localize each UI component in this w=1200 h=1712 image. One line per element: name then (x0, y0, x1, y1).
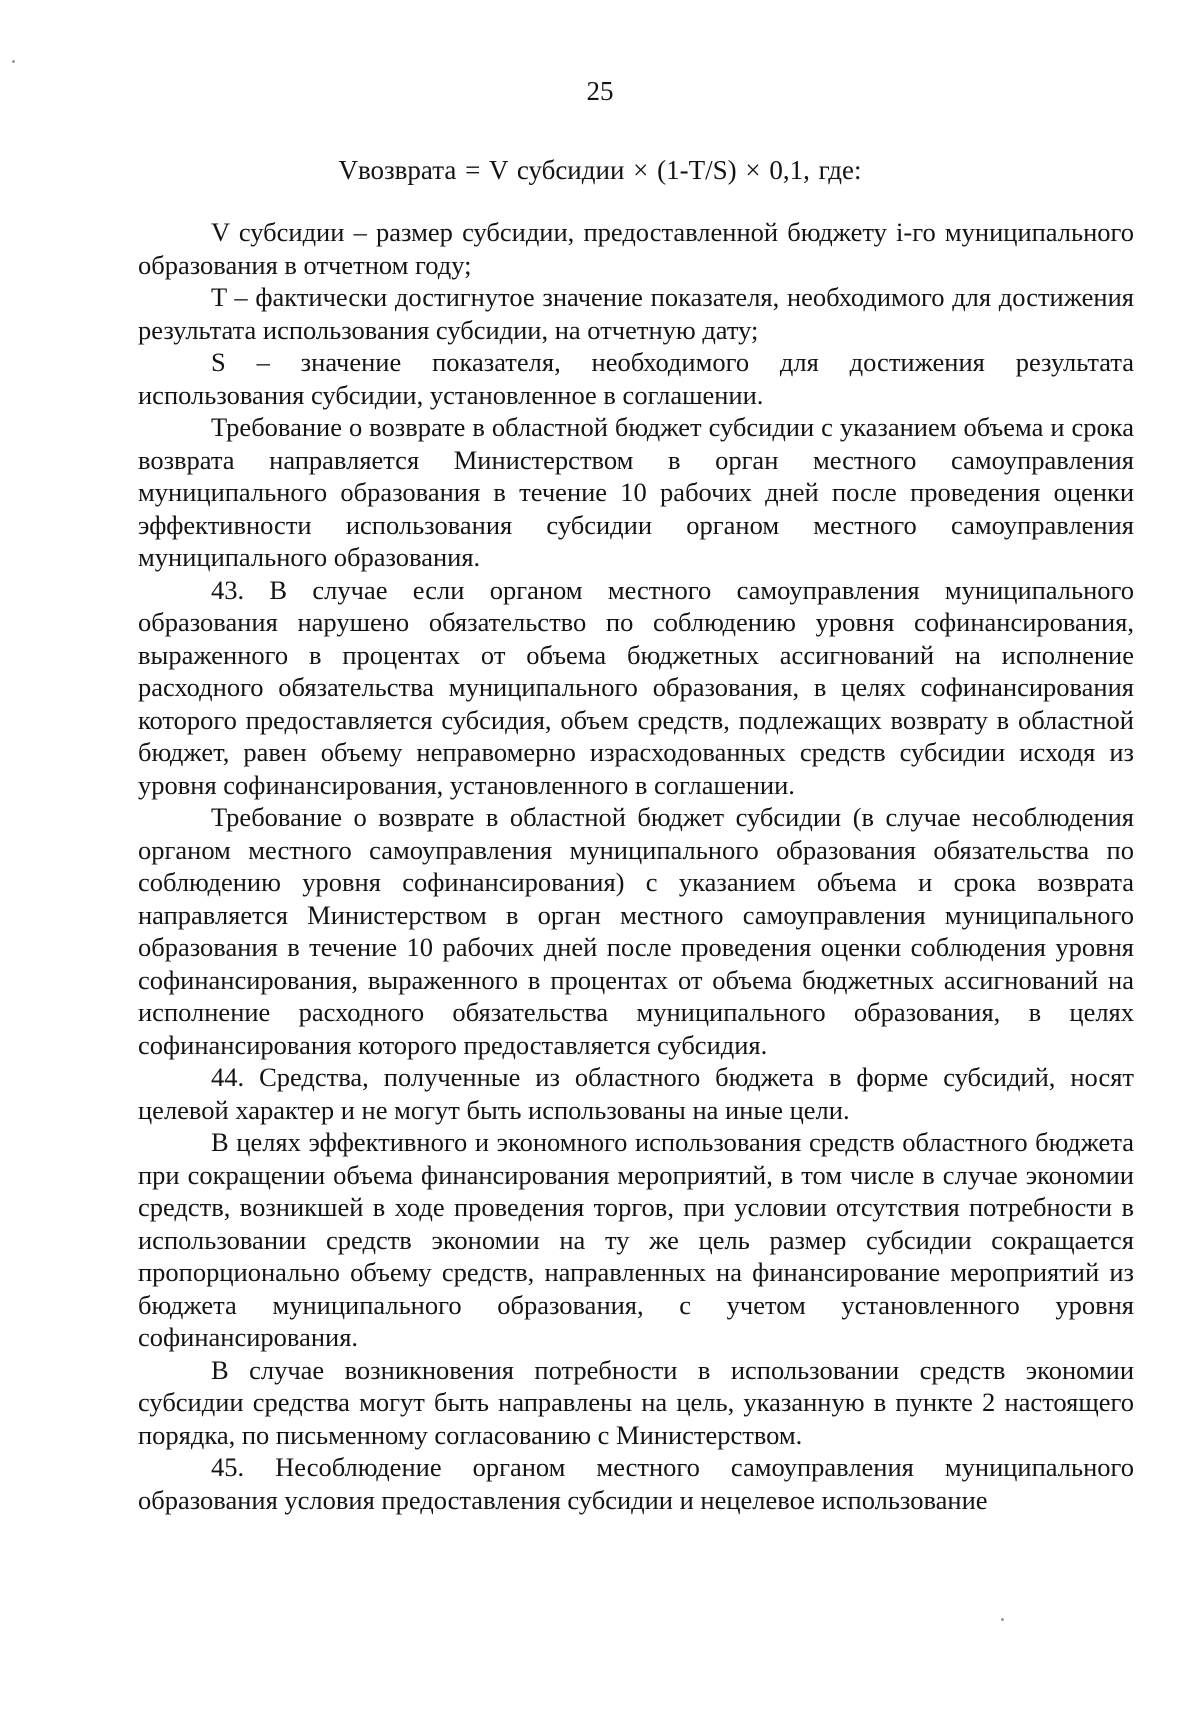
paragraph-t-definition: T – фактически достигнутое значение показателя, необходимого для достижения результата использования субсидии, на отчетную дату; (138, 282, 1134, 345)
paragraph-cofinancing-refund-requirement: Требование о возврате в областной бюджет субсидии (в случае несоблюдения органом местного самоуправления муниципального образования обязательства по соблюдению уровня софинансирования) с указанием объема и срока возврата направляется Министерством в орган местного самоуправления муниципального образования в течение 10 рабочих дней после проведения оценки соблюдения уровня софинансирования, выраженного в процентах от объема бюджетных ассигнований на исполнение расходного обязательства муниципального образования, в целях софинансирования которого предоставляется субсидия. (138, 802, 1134, 1060)
paragraph-refund-requirement: Требование о возврате в областной бюджет субсидии с указанием объема и срока возврата направляется Министерством в орган местного самоуправления муниципального образования в течение 10 рабочих дней после проведения оценки эффективности использования субсидии органом местного самоуправления муниципального образования. (138, 412, 1134, 572)
paragraph-economy-usage: В случае возникновения потребности в использовании средств экономии субсидии средства могут быть направлены на цель, указанную в пункте 2 настоящего порядка, по письменному согласованию с Министерством. (138, 1354, 1134, 1450)
paragraph-item-44: 44. Средства, полученные из областного бюджета в форме субсидий, носят целевой характер и не могут быть использованы на иные цели. (138, 1062, 1134, 1125)
refund-formula: Vвозврата = V субсидии × (1-T/S) × 0,1, где: (338, 155, 862, 185)
paragraph-s-definition: S – значение показателя, необходимого для достижения результата использования субсидии, установленное в соглашении. (138, 347, 1134, 410)
paragraph-economy-reduction: В целях эффективного и экономного использования средств областного бюджета при сокращении объема финансирования мероприятий, в том числе в случае экономии средств, возникшей в ходе проведения торгов, при условии отсутствия потребности в использовании средств экономии на ту же цель размер субсидии сокращается пропорционально объему средств, направленных на финансирование мероприятий из бюджета муниципального образования, с учетом установленного уровня софинансирования. (138, 1127, 1134, 1352)
scan-speck (12, 60, 15, 63)
body-text (138, 216, 1134, 1516)
page-number: 25 (586, 76, 614, 106)
scan-speck (1001, 1618, 1004, 1621)
paragraph-item-43: 43. В случае если органом местного самоуправления муниципального образования нарушено обязательство по соблюдению уровня софинансирования, выраженного в процентах от объема бюджетных ассигнований на исполнение расходного обязательства муниципального образования, в целях софинансирования которого предоставляется субсидия, объем средств, подлежащих возврату в областной бюджет, равен объему неправомерно израсходованных средств субсидии исходя из уровня софинансирования, установленного в соглашении. (138, 574, 1134, 800)
paragraph-v-definition: V субсидии – размер субсидии, предоставленной бюджету i-го муниципального образования в отчетном году; (138, 217, 1134, 280)
paragraph-item-45: 45. Несоблюдение органом местного самоуправления муниципального образования условия предоставления субсидии и нецелевое использование (138, 1452, 1134, 1515)
